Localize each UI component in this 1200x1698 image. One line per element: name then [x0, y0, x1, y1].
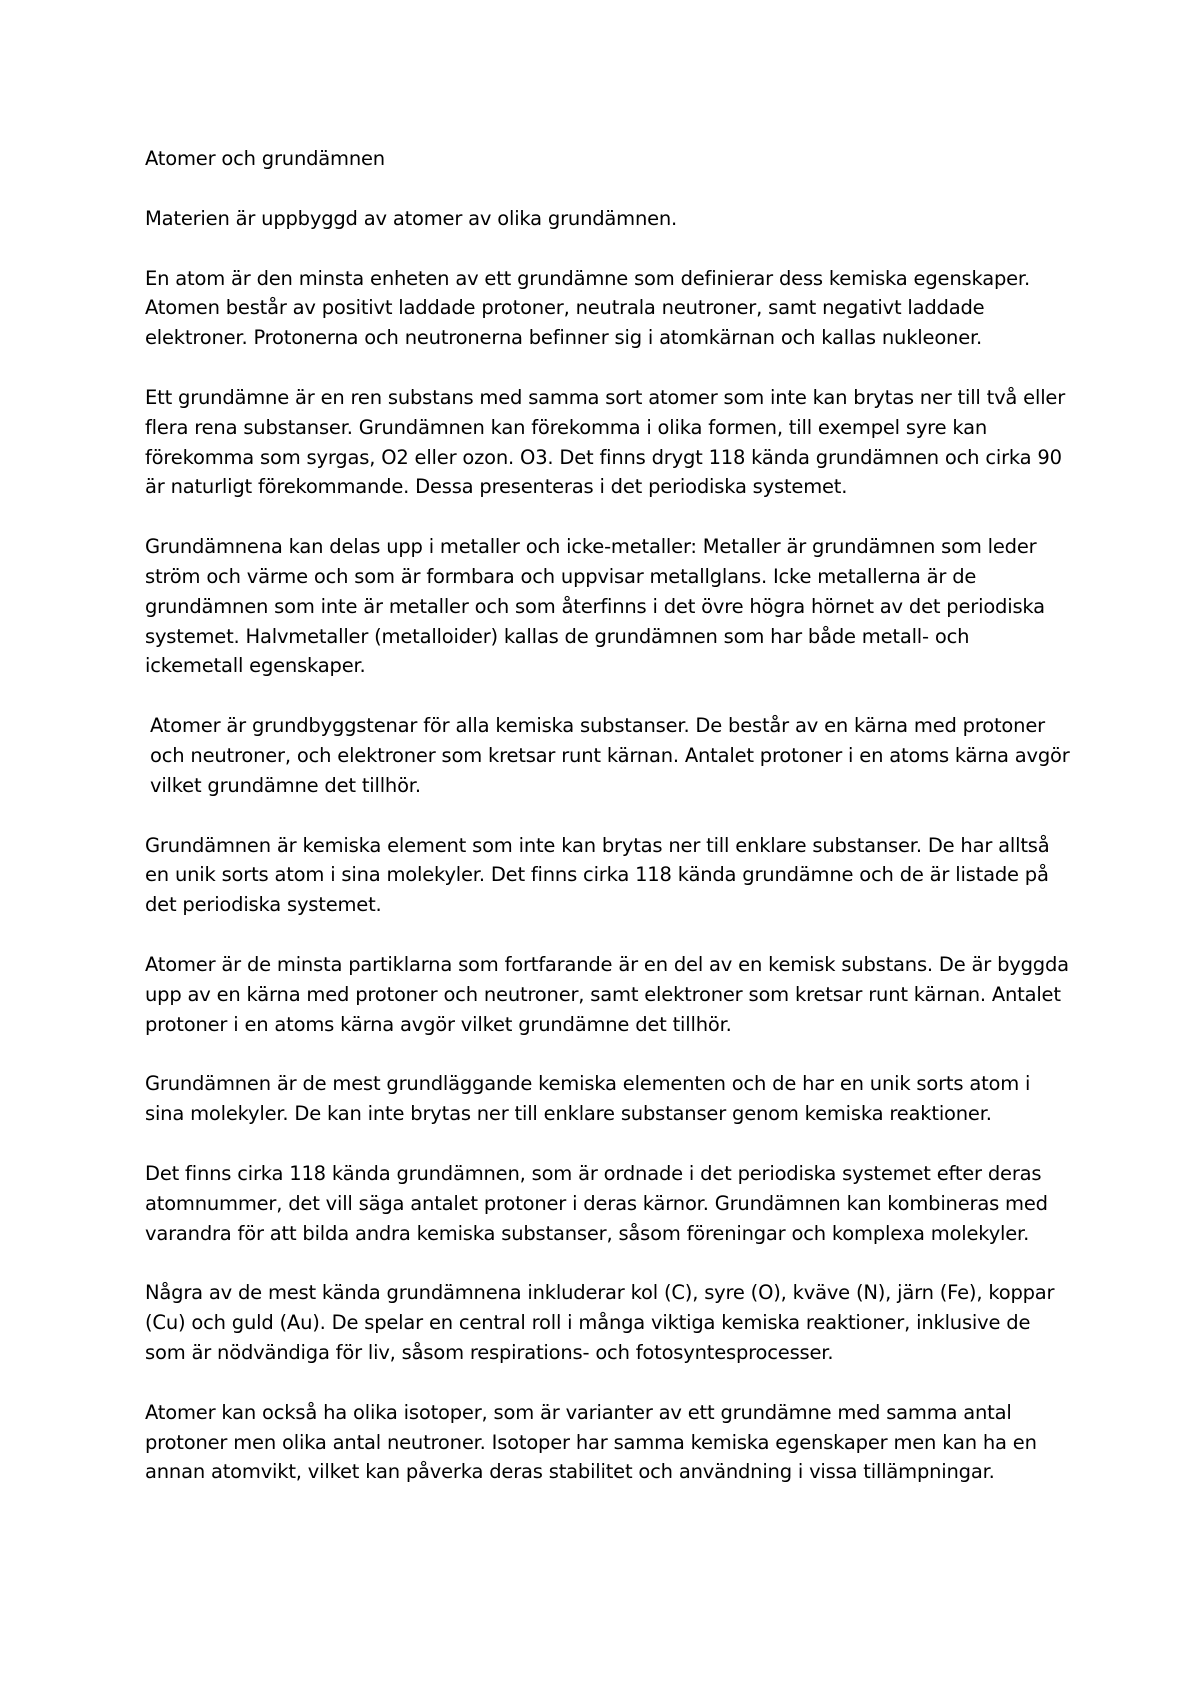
paragraph: Materien är uppbyggd av atomer av olika grundämnen.	[145, 206, 678, 230]
paragraph: Några av de mest kända grundämnena inkluderar kol (C), syre (O), kväve (N), järn (Fe), koppar (Cu) och guld (Au). De spelar en central roll i många viktiga kemiska reaktioner, inklusive de som är nödvändiga för liv, såsom respirations- och fotosyntesprocesser.	[145, 1281, 1055, 1364]
paragraph: Ett grundämne är en ren substans med samma sort atomer som inte kan brytas ner till två eller flera rena substanser. Grundämnen kan förekomma i olika formen, till exempel syre kan förekomma som syrgas, O2 eller ozon. O3. Det finns drygt 118 kända grundämnen och cirka 90 är naturligt förekommande. Dessa presenteras i det periodiska systemet.	[145, 385, 1066, 499]
paragraph: En atom är den minsta enheten av ett grundämne som definierar dess kemiska egenskaper. Atomen består av positivt laddade protoner, neutrala neutroner, samt negativt laddade elektroner. Protonerna och neutronerna befinner sig i atomkärnan och kallas nukleoner.	[145, 266, 1030, 350]
paragraph: Atomer är de minsta partiklarna som fortfarande är en del av en kemisk substans. De är byggda upp av en kärna med protoner och neutroner, samt elektroner som kretsar runt kärnan. Antalet protoner i en atoms kärna avgör vilket grundämne det tillhör.	[145, 952, 1069, 1036]
document-title: Atomer och grundämnen	[145, 147, 385, 170]
document-body	[145, 144, 1070, 1517]
paragraph: Grundämnena kan delas upp i metaller och icke-metaller: Metaller är grundämnen som leder ström och värme och som är formbara och uppvisar metallglans. Icke metallerna är de grundämnen som inte är metaller och som återfinns i det övre högra hörnet av det periodiska systemet. Halvmetaller (metalloider) kallas de grundämnen som har både metall- och ickemetall egenskaper.	[145, 535, 1045, 678]
paragraph: Det finns cirka 118 kända grundämnen, som är ordnade i det periodiska systemet efter deras atomnummer, det vill säga antalet protoner i deras kärnor. Grundämnen kan kombineras med varandra för att bilda andra kemiska substanser, såsom föreningar och komplexa molekyler.	[145, 1161, 1048, 1245]
paragraph: Atomer kan också ha olika isotoper, som är varianter av ett grundämne med samma antal protoner men olika antal neutroner. Isotoper har samma kemiska egenskaper men kan ha en annan atomvikt, vilket kan påverka deras stabilitet och användning i vissa tillämpningar.	[145, 1400, 1037, 1484]
paragraph: Grundämnen är de mest grundläggande kemiska elementen och de har en unik sorts atom i sina molekyler. De kan inte brytas ner till enklare substanser genom kemiska reaktioner.	[145, 1072, 1031, 1126]
paragraph: Atomer är grundbyggstenar för alla kemiska substanser. De består av en kärna med protoner och neutroner, och elektroner som kretsar runt kärnan. Antalet protoner i en atoms kärna avgör vilket grundämne det tillhör.	[150, 714, 1070, 797]
paragraph: Grundämnen är kemiska element som inte kan brytas ner till enklare substanser. De har alltså en unik sorts atom i sina molekyler. Det finns cirka 118 kända grundämne och de är listade på det periodiska systemet.	[145, 833, 1050, 917]
